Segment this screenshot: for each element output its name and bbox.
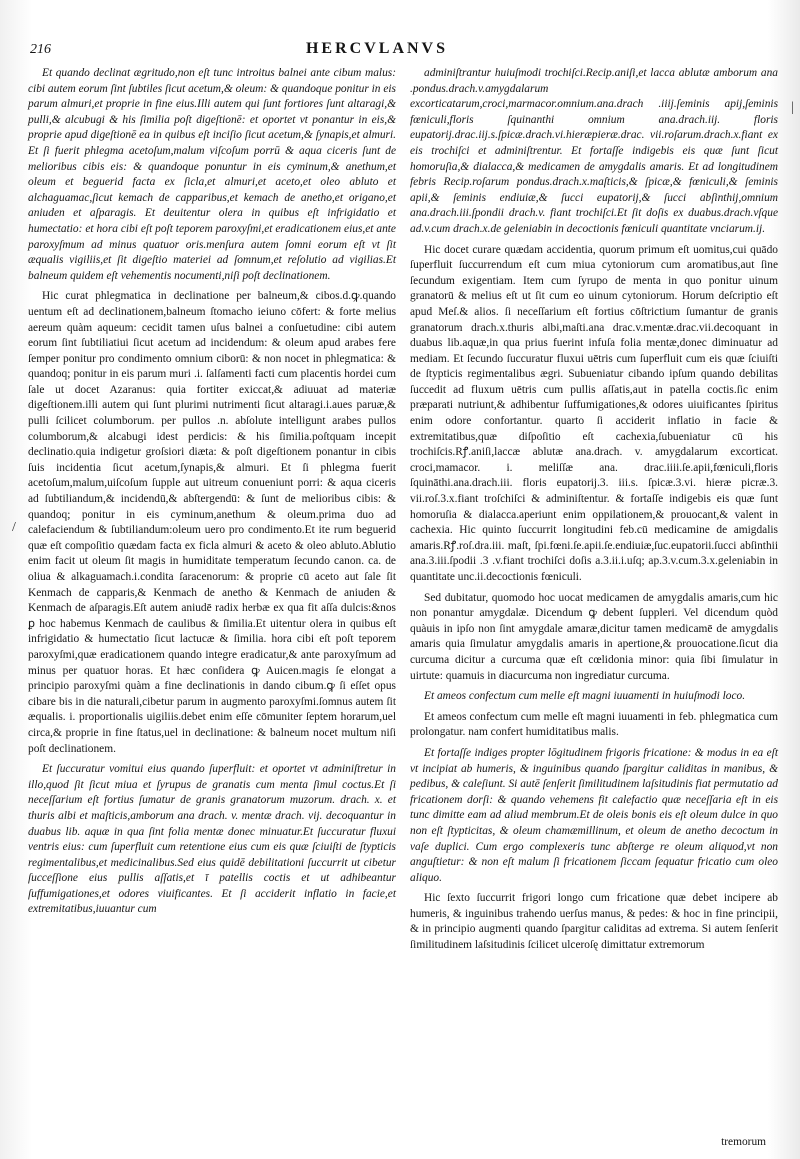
page-number: 216 <box>30 42 51 57</box>
commentary-paragraph: Sed dubitatur, quomodo hoc uocat medicamen de amygdalis amaris,cum hic non ponantur amygdalæ. Dicendum ꝙ debent ſuppleri. Vel dicendum quòd quàuis in ipſo non ſint amygdale amaræ,dicitur tamen medicamē de amygdalis amaris quia ſimulatur amygdalis amaris in apertione,& prouocatione.ſicut dia curcuma dicitur a curcuma quæ eſt cœlidonia minor: quia ſibi ſimulatur in uirtute: quamuis in diacurcuma non ingrediatur curcuma. <box>410 591 778 682</box>
commentary-paragraph: Hic docet curare quædam accidentia, quorum primum eſt uomitus,cui quādo ſuperfluit ſuccurrendum eſt cum miua cytoniorum cum aromatibus,aut ſine ſecundum exigentiam. Item cum ſyrupo de menta in quo ponitur uinum granatorū & melius eſt ut ſit cum eo uinum cytoniorum. Horum deſcriptio eſt apud Meſ.& alios. ſi neceſſarium eſt fortius cōſtrictium ſumantur de granis granatorum drach.x.thuris albi,maſti.ana drac.v.mentæ.drac.vii.decoquant in duabus lib.aquæ,in qua prius fuerint infuſa folia mentæ,donec diminuatur ad mediam. Et ſecundo ſuccuratur fluxui uētris cum ſuperfluit cum eis quæ ſciuiſti de ſtypticis regimentalibus ægri. Subueniatur cibando ipſum quando debilitas ſuccedit ad fluxum uētris cum pullis aſſatis,aut in patella coctis.ſic enim præparati nutriunt,& adhibentur ſuffumigationes,& odores uiuificantes ſpiritus enim odore confortantur. quarto ſi acciderit inflatio in facie & extremitatibus,quæ diſpoſitio eſt cachexia,ſubueniatur cū his trochiſcis.Rꝭ.aniſi,laccæ ablutæ ana.drach. v. amygdalarum excorticat. croci,mamacor. i. meliſſæ ana. drac.iiii.ſe.apii,fœniculi,floris ſquināthi.ana.drach.iii. floris eupatorij.3. iii.s. ſpicæ.3.vi. hieræ picræ.3. vii.roſ.3.x.fiant troſchiſci & adminiſtentur. & fortaſſe indigebis eis quæ ſunt homoruſia & dialacca.aperiunt enim oppilationem,& prouocant,& valent in cachexia. Hic quinto ſuccurrit longitudini feb.cū medicamine de amigdalis amaris.Rꝭ.roſ.dra.iii. maſt, ſpi.fœni.ſe.apii.ſe.endiuiæ,ſuc.eupatorii.ſucci abſinthii ana.3.iii.ſpodii .3 .v.fiant trochiſci doſis a.3.ii.i.uſq; ap.3.v.cum.3.x.geleniabin in quantitate unc.ii.decoctionis fœniculi. <box>410 243 778 583</box>
running-title: HERCVLANVS <box>305 40 448 57</box>
right-column <box>410 66 778 959</box>
text-columns <box>28 66 778 959</box>
text-paragraph: Et ſuccuratur vomitui eius quando ſuperfluit: et oportet vt adminiſtretur in illo,quod ſit ſicut miua et ſyrupus de granatis cum menta ſimul coctus.Et ſi neceſſarium eſt fortius ſumatur de granis granatorum muzorum. drach. x. et thuris albi et maſticis,amborum ana drach. v. mentæ drach. vij. decoquantur in duabus lib. aquæ in qua ſint folia mentæ donec minuatur.Et ſuccuratur fluxui ventris eius: cum ſuperfluit cum retentione eius cum eis quæ ſciuiſti de ſtypticis regimentalibus,et medicinalibus.Sed eius quidē debilitationi ſuccurrit ut cibetur ſucceſſione eius pullis aſſatis,et ī patellis coctis et ut adhibeantur ſuffumigationes,et odores viuificantes. Et ſi acciderit inflatio in facie,et extremitatibus,iuuantur cum <box>28 763 396 916</box>
right-margin-mark: | <box>791 100 794 115</box>
text-paragraph: Et ameos confectum cum melle eſt magni iuuamenti in huiuſmodi loco. <box>424 690 746 703</box>
commentary-paragraph: Et ameos confectum cum melle eſt magni iuuamenti in feb. phlegmatica cum prolongatur. nam confert humiditatibus malis. <box>410 710 778 739</box>
catchword: tremorum <box>721 1136 766 1148</box>
text-paragraph: Et quando declinat ægritudo,non eſt tunc introitus balnei ante cibum malus: cibi autem eorum ſint ſubtiles ſicut acetum,& oleum: & quandoque ponitur in eis parum almuri,et proprie in fine eius.Illi autem qui ſunt fortiores ſunt altaragi,& pulli,& alcubugi & his ſimilia poſt digeſtionē: et oportet vt ponantur in eis,& proprie apud digeſtionē ea in quibus eſt inciſio ſicut acetum,& ſynapis,et almuri. Et ſi fuerit phlegma acetoſum,malum viſcoſum porrū & aqua ciceris ſunt de melioribus cibis eis: & quandoque ponuntur in eis cyminum,& anethum,et oleum et beguerid facta ex ſicla,et almuri,et aceto,et oleo abluto et alchaguamac,ſicut kemach de capparibus,et kemach de anetho,et origano,et aniuden et aſparagis. Et deuitentur olera in quibus eſt infrigidatio et humectatio: et hora cibi eſt poſt teporem paroxyſmi,et eradicationem eius,et ante paroxyſmum ad minus quatuor oris.menſura autem ſomni eorum eſt vt ſit æqualis vigiliis,et ſit digeſtio materiei ad ſomnum,et reſolutio ad vigilias.Et balneum quidem eſt vehementis nocumenti,niſi poſt declinationem. <box>28 67 396 282</box>
text-paragraph: Et fortaſſe indiges propter lōgitudinem frigoris fricatione: & modus in ea eſt vt incipiat ab humeris, & inguinibus quando ſpargitur caliditas in manibus, & pedibus, & caleſiunt. Si autē ſenſerit ſimilitudinem laſsitudinis fiat permutatio ad fricationem dorſi: & quando vehemens fit calefactio quæ neceſſaria eſt in eis tunc dimitte eam ad aliud membrum.Et de oleis bonis eis eſt oleum dulce in quo non eſt ſtypticitas, & oleum chamæmillinum, et oleum de anetho decoctum in vaſe duplici. Cum ergo complexeris tunc abſterge re oleum aliquod,vt non anguſtietur: & non eſt malum ſi fricationem ſiccam ſequatur fricatio cum oleo aliquo. <box>410 746 778 884</box>
text-paragraph: adminiſtrantur huiuſmodi trochiſci.Recip.aniſi,et lacca ablutæ amborum ana .pondus.drach.v.amygdalarum excorticatarum,croci,marmacor.omnium.ana.drach .iiij.ſeminis apij,ſeminis fœniculi,floris ſquinanthi omnium ana.drach.iij. floris eupatorij.drac.iij.s.ſpicæ.drach.vi.hieræpieræ.drac. vii.roſarum.drach.x.fiant ex eis trochiſci et adminiſtrentur. Et fortaſſe indigebis eis quæ ſunt ſicut homoruſia,& dialacca,& medicamen de amygdalis amaris. Et ad longitudinem febris Recip.roſarum pondus.drach.x.maſticis,& ſpicæ,& fœniculi,& ſeminis apii,& ſeminis endiuiæ,& ſucci eupatorij,& ſucci abſinthij,omnium ana.drach.iii.ſpondii drach.v. fiant trochiſci.Et ſit doſis ex duabus.drach.vſque ad.v.cum drach.x.de geleniabin in decoctionis fœniculi quantitate vnciarum.ij. <box>410 67 778 235</box>
left-margin-mark: / <box>12 520 16 535</box>
commentary-paragraph: Hic curat phlegmatica in declinatione per balneum,& cibos.d.ꝙ.quando uentum eſt ad declinationem,balneum ſtomacho ieiuno cōfert: & forte melius aereum quàm aqueum: cecidit tamen uſus balnei a conſuetudine: cibi autem eorum ſint ſubtiliatiui ſicut acetum ad incidendum: & oleum apud arabes fere ſemper ponitur pro condimento omnium ciborū: & non nocet in phlegmatica: & quandoq; ponitur in eis parum muri .i. ſalſamenti facti cum placentis hordei cum ſale ut docet Azaranus: quia fortiter exiccat,& adiuuat ad materiæ digeſtionem.illi autem qui ſunt plurimi nutrimenti ſicut altaragi.i.aues paruæ,& pulli ſcilicet columborum. per pullos .n. abſolute intelligunt arabes pullos columborum,& alcabugi idest perdicis: & his ſimilia.poſtquam incepit declinatio.quia indigetur groſsiori diæta: & poſt digeſtionem ponantur in cibis ſuis incidentia ſicut acetum,ſynapis,& almuri. Et ſi phlegma fuerit acetoſum,malum,uiſcoſum ſupple aut uitreum conueniunt porri: & aqua ciceris ad ſubtiliandum,& incidendū,& abſtergendū: & ſunt de melioribus cibis: & quandoq; ponitur in eis cyminum,anethum & oleum.prima duo ad calefaciendum & ſubtiliandum:oleum uero pro condimento.Et ite rum beguerid quæ eſt compoſitio quædam facta ex ficla almuri & aceto & oleo abluto.Ablutio enim facit ut oleum ſit magis in humiditate temperatum ſecundo canon. ca. de oliua & alkaguamach.i.condita ſaracenorum: & proprie cū aceto aut ſale ſit Kenmach de capparis,& Kenmach de anetho & Kenmach de aniuden & Kenmach de aſparagis.Eſt autem aniudē radix herbæ ex qua fit aſſa dulcis:&nos ꝑ hoc habemus Kenmach de caulibus & ſimilia.Et uitentur olera in quibus eſt infrigidatio & humectatio ſicut lactucæ & ſimilia. hora cibi eſt poſt teporem paroxyſmi,quæ eradicationem quando integre eradicatur,& ante paroxyſmum ad minus per quatuor horas. Et hæc conſidera ꝙ Auicen.magis ſe elongat a principio paroxyſmi quàm a fine declinationis in dando cibum.ꝙ ſi eſſet opus cibare bis in die naturali,cibetur parum in augmento paroxyſmi.ſomnus autem ſit æqualis. i. proportionalis uigiliis.debet enim eſſe cōmuniter ſeptem horarum,uel circa,& proprie in fine ſtatus,uel in declinatione: & balneum nocet multum niſi poſt declinationem. <box>28 290 396 755</box>
page-header <box>28 40 778 66</box>
left-column <box>28 66 396 959</box>
commentary-paragraph: Hic ſexto ſuccurrit frigori longo cum fricatione quæ debet incipere ab humeris, & inguinibus trahendo uerſus manus, & pedes: & hoc in fine principii, & in principio augmenti quando ſpargitur caliditas ad extrema. Si autem ſenſerit ſimilitudinem laſsitudinis ſcilicet ulceroſę dimittatur extremorum <box>410 892 778 952</box>
